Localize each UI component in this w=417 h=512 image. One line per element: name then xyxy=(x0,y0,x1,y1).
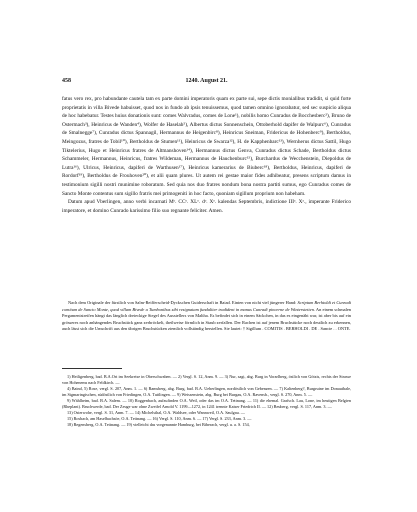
footnote-line: 4) Baind, 5) Rose, vergl. S. 207, Anm. 1. — 6) Ramsberg, abg. Burg, bad. B.A. Ueberlingen, nordöstlich von Gebenzen. — 7) Kaltenberg?, Burgruine im Donautbale, im Sigmaringischen, südöstlich von Friedingen, O.A. Tuttlingen. — 9) Weissenstein, abg. Burg bei Burgau, O.A. Ravensb., vergl. S. 270, Anm. 5. — xyxy=(62,386,351,397)
footnote-line: 15) Rosbach, am Haselbachsöe, O.A. Tettnang. — 16) Vergl. S. 110, Anm. 6. — 17) Vergl. S. 233, Anm. 3. — xyxy=(67,416,252,421)
charter-dating-paragraph: Datum apud Vberlingen, anno verbi incarnati Mᵒ. CCᵒ. XLᵒ. dᵒ. Xᵒ. kalendas Septembris, indictione IIIᵃ. Xᵃ., imperante Friderico imperatore, et domino Cunrado karissimo filio suo regnante feliciter. Amen. xyxy=(62,199,351,214)
footnote-line: 9) Wählheim, bad. B.A. Salem. — 10) Roggenbach, aufzufinden O.A. Weil, oder das im O.A. Tettnang. — 11) die ehemal. Grafsch. Lau, Lone, im heutigen Belgien (Rheplant). Bruchwerde, bad. Der Zeuge war ohne Zweifel Arnold V. 1199—1272, in 1241 trennte Kaiser Friedrich II. — 12) Beuberg, vergl. S. 117, Anm. 3. — xyxy=(62,398,351,409)
footnote-line: 13) Osterwohe, vergl. S. 31, Anm. 7. — 14) Michelsthal, O.A. Waldsee, oder Wannweil, O.A. Saulgau. — xyxy=(67,410,245,415)
source-description: Nach dem Originale der fürstlich von Salm-Reifferscheid-Dyckschen Guiderschaft in Baiad. Einten von nicht viel jüngerer Hand: Scriptum Berhtoldi et Cunradi comitum de Sancto Monte, quod villam Bivede a Tumbonibus sibi resignatam fundaliter tradident in manus Cunradi pincerne de Winterstetten. An einem schmalen Pergamentstreifen hängt das länglich dreieckige Siegel des Ausstellers von Maltha. Es befindet sich in einem Säckchen, in das es eingenäht war, ist aber bis auf ein grösseres noch anhängendes Bruchstück ganz zerbröckelt, theilweise förmlich in Staub zerfallen. Der Rachen ist auf jenem Bruchstücke noch deutlich zu erkennen, auch lässt sich die Umschrift aus den übrigen Bruchstücken ziemlich vollständig herstellen. Sie lautet: † Sigillum . COMITIS . BERHOLDI . DE . Sancte . . ONTE. xyxy=(62,300,351,331)
running-header-date: 1240. August 21. xyxy=(185,78,228,84)
footnote-line: 18) Regensberg, O.A. Tettnang. — 19) vielleicht das vorgenannte Hamburg, bei Biberach, vergl. u. a. S. 154, xyxy=(67,422,250,427)
charter-paragraph: fatus vero rex, pro habundante cautela tam ex parte domini imperatoris quam ex parte sui, sepe dictis monialibus tradidit, si quid forte proprietatis in villa Bivede habuisset, quod nos in fundo ab ipsis tenuissemus, quod tamen omnino ignorabatur, sed sec suspicio aliqua de hoc habebatur. Testes huius donationis sunt: comes Walvradus, comes de Lone¹), nobilis homo Cunradus de Bocchesberc²), Bruno de Ostermach³), Heinricus de Wanden⁴), Wolfer de Haselah⁵), Albertus dictus Sonnenschein, Ottoberhold dapifer de Walpurc⁶), Cunradus de Smalnegge⁷), Cunradus dictus Spannagil, Hermannus de Heigenbirc⁸), Heinricus Sneiman, Fridericus de Hohenberc⁹), Bertholdus, Meingozus, fratres de Tobil¹⁰), Bertholdus de Stumen¹¹), Heinricus de Swarza¹²), H. de Kapphenbarc¹³), Wernherus dictus Sattil, Hugo Tiktelerius, Hugo et Heinricus fratres de Altmanshoven¹⁴), Hermannus dictus Genva, Cunradus dictus Schade, Bertholdus dictus Schammeler, Hermannus, Heinricus, fratres Wildeman, Hermannus de Hauchenburc¹⁵), Burchardus de Wecchenstein, Diepoldus de Lutra¹⁶), Ulricus, Heinricus, dapiferi de Warthusen¹⁷), Heinricus kamerarius de Biuberc¹⁸), Bertholdus, Heinricus, dapiferi de Rordorf¹⁹), Bertholdus de Frouhoven²⁰), et alii quam plures. Ut autem rei gestae maior fides adhibeatur, presens scriptum damus in testimonium sigilli nostri munimine roboratum. Sed quia nos duo fratres nondum bona nostra partiti sumus, ego Cunradus comes de Sancto Monte contentus sum sigillo fratris mei primogeniti in hoc facto, quoniam sigillum proprium non habeham. xyxy=(62,96,351,197)
page-number: 458 xyxy=(62,78,71,84)
footnote-line: 1) Heiligenberg, bad. B.A.Ort im Seekreise in Oberschwaben. — 2) Vergl. S. 12, Anm. 9. — 3) Nur, sagt, abg. Burg in Vorarlberg, östlich von Götzis, rechts der Strasse von Hohenems nach Feldkirch. — xyxy=(62,374,351,385)
footnotes xyxy=(62,364,351,428)
footnote-divider xyxy=(62,368,122,369)
editorial-note xyxy=(62,300,351,333)
dorsal-note-italic: Scriptum Berhtoldi et Cunradi comitum de Sancto Monte, quod villam Bivede a Tumbonibus sibi resignatam fundaliter tradident in manus Cunradi pincerne de Winterstetten. xyxy=(62,300,351,312)
page-header xyxy=(62,78,351,84)
charter-text xyxy=(62,95,351,215)
